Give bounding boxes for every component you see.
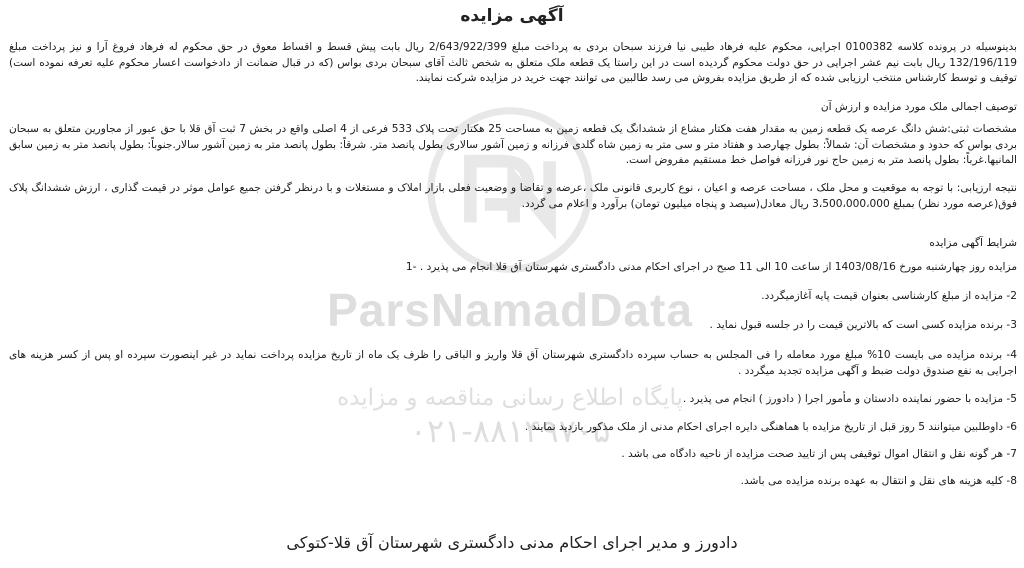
section-heading: توصیف اجمالی ملک مورد مزایده و ارزش آن: [820, 101, 1017, 113]
watermark-tagline: پایگاه اطلاع رسانی مناقصه و مزایده: [337, 385, 683, 411]
notice-signature: دادورز و مدیر اجرای احکام مدنی دادگستری شهرستان آق قلا-کتوکی: [286, 533, 738, 552]
condition-item: 2- مزایده از مبلغ کارشناسی بعنوان قیمت پایه آغازمیگردد.: [761, 290, 1017, 302]
condition-item: 7- هر گونه نقل و انتقال اموال توقیفی پس از تایید صحت مزایده از ناحیه دادگاه می باشد .: [621, 448, 1017, 460]
condition-item: 5- مزایده با حضور نماینده دادستان و مأمور اجرا ( دادورز ) انجام می پذیرد .: [682, 393, 1017, 405]
intro-paragraph: بدینوسیله در پرونده کلاسه 0100382 اجرایی، محکوم علیه فرهاد طیبی نیا فرزند سبحان بردی به پرداخت مبلغ 2/643/922/399 ریال بابت پیش قسط و اقساط معوق در حق محکوم له فرهاد فروغ آرا و نیز پرداخت مبلغ 132/196/119 ریال بابت نیم عشر اجرایی در حق دولت محکوم گردیده است در این راستا یک قطعه ملک متعلق به شخص ثالث آقای سبحان بردی بواس (که در قبال ضمانت از دادخواست اعسار محکوم علیه تعرفه نموده است) توقیف و توسط کارشناس منتخب ارزیابی شده که از طریق مزایده بفروش می رسد طالبین می توانند جهت خرید در مزایده شرکت نمایند.: [9, 41, 1017, 84]
condition-item: 3- برنده مزایده کسی است که بالاترین قیمت را در جلسه قبول نماید .: [709, 319, 1017, 331]
condition-item: 8- کلیه هزینه های نقل و انتقال به عهده برنده مزایده می باشد.: [740, 475, 1017, 487]
watermark-phone: ۰۲۱-۸۸۱۴۹۷۰۵: [409, 412, 611, 450]
notice-title: آگهی مزایده: [460, 6, 564, 26]
condition-item: 6- داوطلبین میتوانند 5 روز قبل از تاریخ مزایده با هماهنگی دایره اجرای احکام مدنی از ملک مذکور بازدید نمایند .: [524, 421, 1017, 433]
condition-item: مزایده روز چهارشنبه مورخ 1403/08/16 از ساعت 10 الی 11 صبح در اجرای احکام مدنی دادگستری شهرستان آق قلا انجام می پذیرد . -1: [405, 261, 1017, 273]
property-specs: مشخصات ثبتی:شش دانگ عرصه یک قطعه زمین به مقدار هفت هکتار مشاع از ششدانگ یک قطعه زمین به مساحت 25 هکتار تحت پلاک 533 فرعی از 4 اصلی واقع در بخش 7 ثبت آق قلا با حق عبور از مجاورین متعلق به سبحان بردی بواس که حدود و مشخصات آن: شمالاً: بطول چهارصد و هفتاد متر و سی متر به زمین شاه گلدی فرزانه و زمین آشور سالاری بطول پانصد متر. شرقاً: بطول پانصد متر به زمین آشور سالار.جنوباً: بطول پانصد متر به زمین سابق المانیها.غرباً: بطول پانصد متر به زمین حاج نور فرزانه فواصل خط مستقیم مفروض است.: [9, 123, 1017, 166]
watermark-brand: ParsNamadData: [327, 284, 693, 336]
valuation-paragraph: نتیجه ارزیابی: با توجه به موقعیت و محل ملک ، مساحت عرصه و اعیان ، نوع کاربری قانونی ملک ،عرضه و تقاضا و وضعیت فعلی بازار املاک و مستغلات و با درنظر گرفتن جمیع عوامل موثر در قیمت گذاری ، ارزش ششدانگ پلاک فوق(عرصه مورد نظر) بمبلغ 3،500،000،000 ریال معادل(سیصد و پنجاه میلیون تومان) برآورد و اعلام می گردد.: [9, 182, 1017, 210]
condition-item: 4- برنده مزایده می بایست 10% مبلغ مورد معامله را فی المجلس به حساب سپرده دادگستری شهرستان آق قلا واریز و الباقی را ظرف یک ماه از تاریخ مزایده پرداخت نماید در غیر اینصورت سپرده او پس از کسر هزینه های اجرایی به نفع صندوق دولت ضبط و آگهی مزایده تجدید میگردد .: [9, 349, 1017, 377]
conditions-heading: شرایط آگهی مزایده: [929, 237, 1017, 249]
